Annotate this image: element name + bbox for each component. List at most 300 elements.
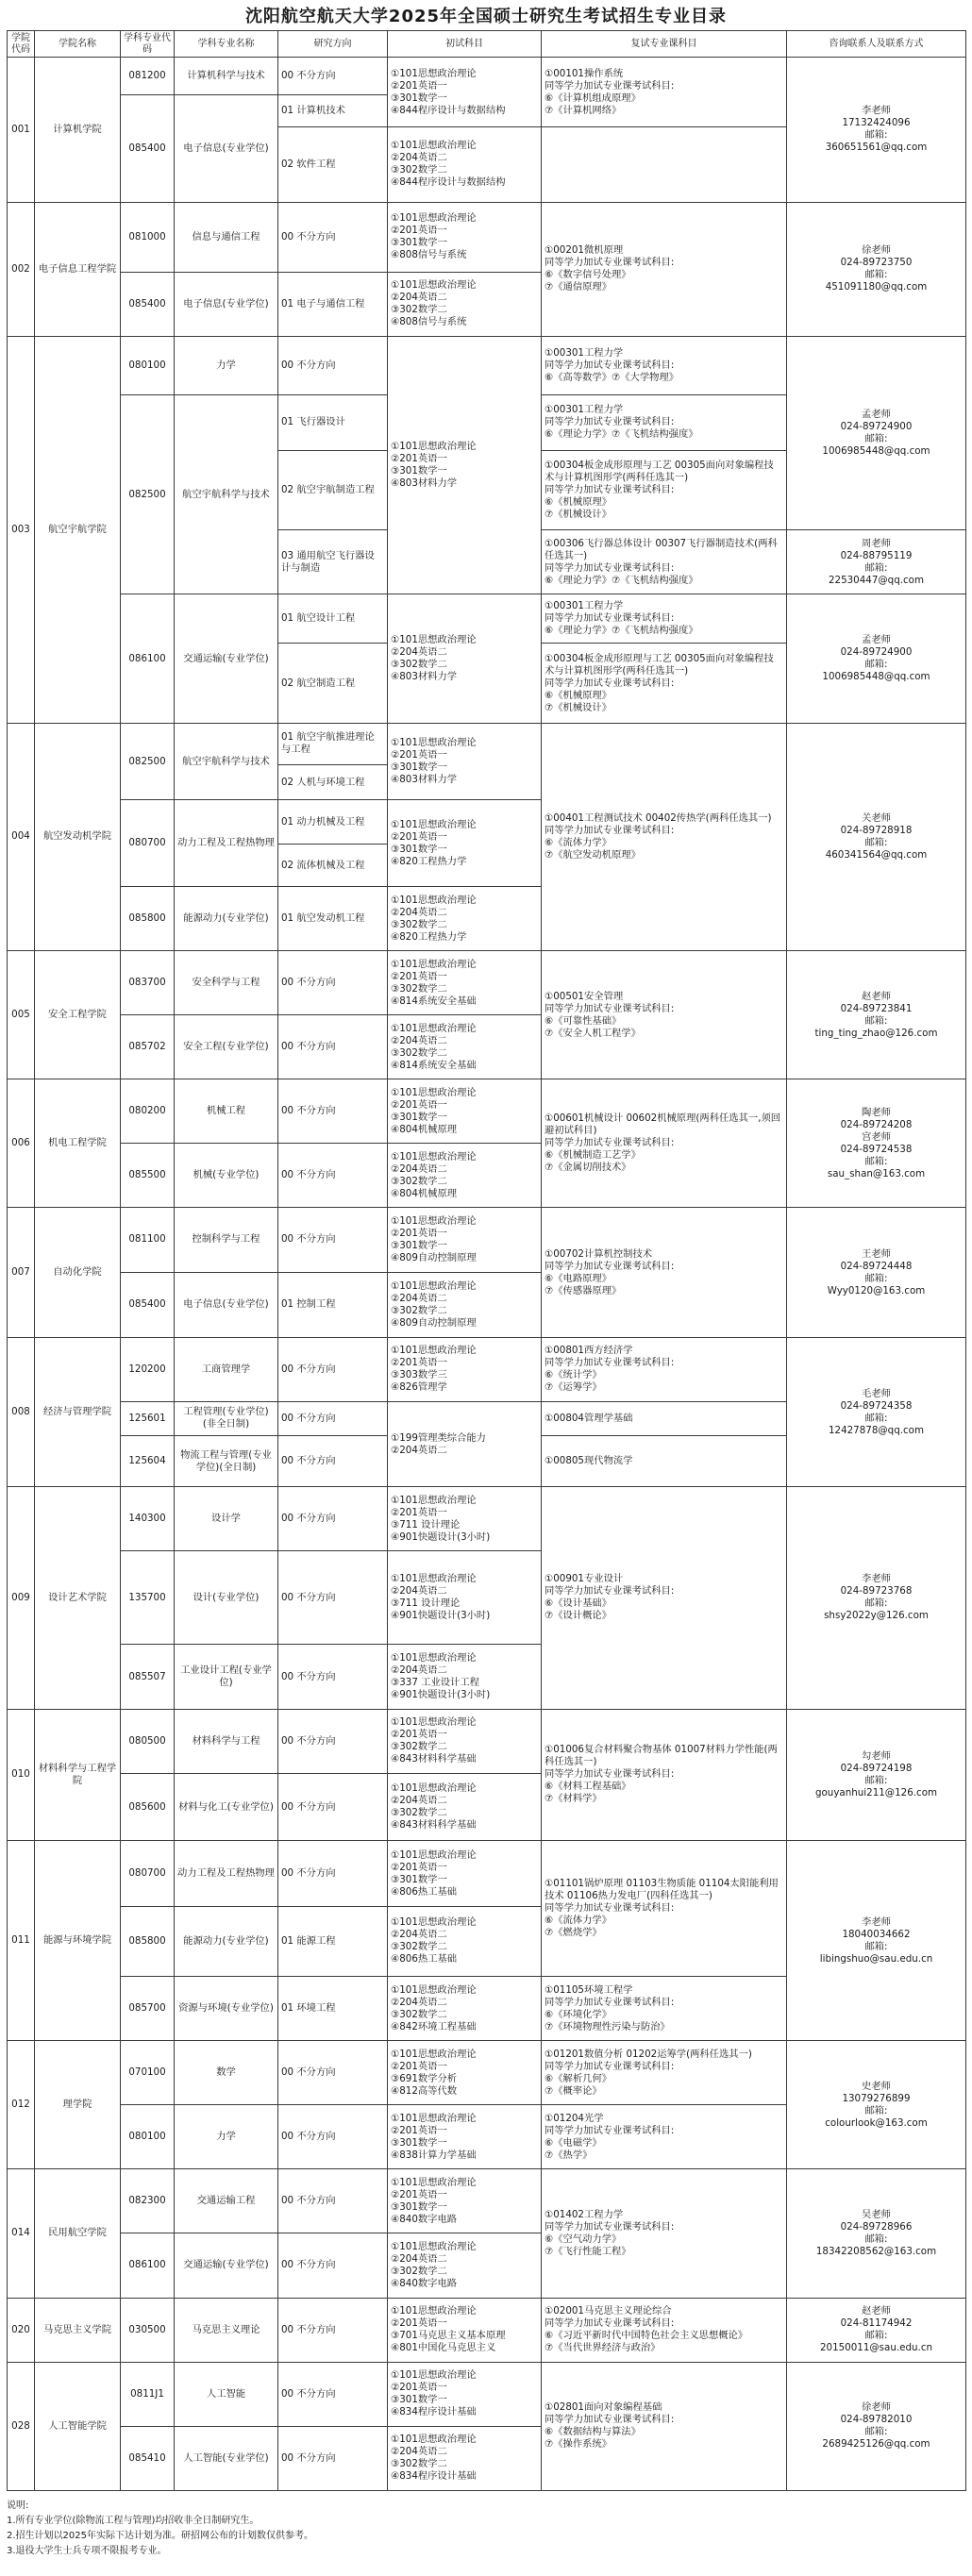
exam-subjects-line: ④820工程热力学 [391,930,467,943]
contact-line: 1006985448@qq.com [822,445,930,458]
exam-subjects-line: ①101思想政治理论 [391,1782,477,1795]
exam-subjects-cell [388,2105,542,2169]
exam-subjects-cell [388,594,542,723]
exam-subjects-cell [388,1709,542,1773]
direction-cell: 02 人机与环境工程 [278,765,388,800]
exam-subjects-line: ④808信号与系统 [391,249,467,261]
retest-subjects-line: 同等学力加试专业课考试科目: [545,1768,675,1781]
exam-subjects-line: ①101思想政治理论 [391,1280,477,1292]
exam-subjects-line: ②201英语一 [391,2124,447,2136]
exam-subjects-line: ②204英语二 [391,1163,447,1175]
direction-cell: 01 电子与通信工程 [278,272,388,336]
major-code-cell: 085800 [121,1906,175,1976]
contact-cell [787,2169,966,2298]
major-name-cell: 交通运输(专业学位) [175,594,278,723]
exam-subjects-line: ②204英语二 [391,646,447,659]
contact-line: 陶老师 [862,1106,891,1118]
exam-subjects-line: ③302数学二 [391,1175,447,1187]
exam-subjects-line: ④803材料力学 [391,477,458,490]
retest-subjects-cell [542,2041,787,2105]
major-name-cell: 动力工程及工程热物理 [175,1841,278,1906]
retest-subjects-line: ⑥《解析几何》 [545,2072,612,2084]
exam-subjects-cell [388,1551,542,1645]
retest-subjects-line: ⑦《安全人机工程学》 [545,1027,641,1039]
contact-line: 024-89724198 [840,1762,913,1774]
exam-subjects-line: ②204英语二 [391,2252,447,2265]
retest-subjects-line: ⑦《燃烧学》 [545,1927,602,1939]
contact-cell [787,2298,966,2362]
exam-subjects-line: ①101思想政治理论 [391,441,477,453]
retest-subjects-line: ⑦《热学》 [545,2149,593,2161]
college-code-cell: 001 [8,58,35,203]
direction-cell: 00 不分方向 [278,202,388,272]
retest-subjects-line: ①01402工程力学 [545,2208,624,2220]
major-code-cell: 085702 [121,1015,175,1079]
exam-subjects-cell [388,272,542,336]
retest-subjects-line: ⑥《理论力学》⑦《飞机结构强度》 [545,574,698,586]
exam-subjects-cell [388,1337,542,1401]
exam-subjects-line: ④834程序设计基础 [391,2470,477,2483]
major-name-cell: 电子信息(专业学位) [175,1272,278,1337]
college-code-cell: 007 [8,1208,35,1337]
major-code-cell: 120200 [121,1337,175,1401]
major-code-cell: 080700 [121,1841,175,1906]
exam-subjects-line: ①101思想政治理论 [391,2369,477,2382]
contact-cell [787,336,966,530]
direction-cell: 00 不分方向 [278,2426,388,2490]
exam-subjects-cell [388,1487,542,1551]
retest-subjects-line: 同等学力加试专业课考试科目: [545,1357,675,1369]
retest-subjects-line: 同等学力加试专业课考试科目: [545,1585,675,1597]
exam-subjects-line: ①101思想政治理论 [391,2048,477,2060]
exam-subjects-line: ②204英语二 [391,1996,447,2008]
retest-subjects-line: ⑥《习近平新时代中国特色社会主义思想概论》 [545,2330,748,2342]
major-name-cell: 控制科学与工程 [175,1208,278,1272]
retest-subjects-cell [542,58,787,127]
contact-line: 史老师 [862,2080,891,2092]
major-code-cell: 082500 [121,723,175,800]
exam-subjects-cell [388,336,542,594]
exam-subjects-cell [388,1645,542,1709]
contact-line: 2689425126@qq.com [822,2438,930,2451]
exam-subjects-line: ③302数学二 [391,164,447,176]
major-name-cell: 机械(专业学位) [175,1144,278,1208]
retest-subjects-line: ⑦《计算机网络》 [545,104,622,116]
exam-subjects-line: ①101思想政治理论 [391,1150,477,1163]
contact-line: 孟老师 [862,409,891,421]
college-code-cell: 012 [8,2041,35,2169]
college-code-cell: 010 [8,1709,35,1841]
exam-subjects-line: ③301数学一 [391,92,447,104]
direction-cell: 00 不分方向 [278,1773,388,1841]
retest-subjects-line: ⑦《环境物理性污染与防治》 [545,2020,670,2032]
exam-subjects-line: ③301数学一 [391,843,447,855]
exam-subjects-line: ③302数学二 [391,2265,447,2277]
contact-line: 024-89724208 [840,1118,913,1130]
contact-line: 13079276899 [842,2092,911,2104]
exam-subjects-line: ③302数学二 [391,1741,447,1753]
contact-line: shsy2022y@126.com [824,1610,929,1622]
contact-line: 024-88795119 [840,549,913,561]
contact-line: 王老师 [862,1247,891,1260]
major-name-cell: 交通运输工程 [175,2169,278,2233]
exam-subjects-line: ②201英语一 [391,79,447,92]
catalog-table [7,30,966,2491]
exam-subjects-line: ①101思想政治理论 [391,1716,477,1729]
exam-subjects-line: ①101思想政治理论 [391,2240,477,2252]
exam-subjects-line: ①101思想政治理论 [391,67,477,79]
major-name-cell: 能源动力(专业学位) [175,1906,278,1976]
table-row [8,2298,966,2362]
table-row [8,594,966,644]
exam-subjects-line: ②201英语一 [391,1227,447,1239]
retest-subjects-line: 同等学力加试专业课考试科目: [545,2124,675,2136]
exam-subjects-cell [388,1015,542,1079]
retest-subjects-line: ⑥《高等数学》⑦《大学物理》 [545,371,679,383]
contact-line: 18342208562@163.com [815,2245,937,2257]
exam-subjects-line: ①101思想政治理论 [391,279,477,292]
major-name-cell: 工商管理学 [175,1337,278,1401]
exam-subjects-line: ④844程序设计与数据结构 [391,176,506,189]
exam-subjects-line: ④838计算力学基础 [391,2149,477,2161]
exam-subjects-line: ④901快题设计(3小时) [391,1531,491,1543]
contact-line: 460341564@qq.com [825,848,928,861]
exam-subjects-line: ①101思想政治理论 [391,1086,477,1098]
exam-subjects-line: ③301数学一 [391,1873,447,1885]
contact-cell [787,2362,966,2490]
major-code-cell: 070100 [121,2041,175,2105]
exam-subjects-line: ②201英语一 [391,1357,447,1369]
table-row [8,58,966,95]
contact-line: 孟老师 [862,634,891,646]
direction-cell: 00 不分方向 [278,1841,388,1906]
retest-subjects-line: 同等学力加试专业课考试科目: [545,2414,675,2426]
note-line: 2.招生计划以2025年实际下达计划为准。研招网公布的计划数仅供参考。 [7,2531,313,2541]
contact-line: 360651561@qq.com [825,142,928,154]
contact-cell [787,1079,966,1208]
exam-subjects-line: ②204英语二 [391,1929,447,1941]
exam-subjects-line: ④834程序设计基础 [391,2406,477,2418]
exam-subjects-cell [388,723,542,800]
retest-subjects-line: 同等学力加试专业课考试科目: [545,416,675,428]
retest-subjects-line: ⑥《机械原理》 [545,689,612,701]
retest-subjects-cell [542,530,787,594]
retest-subjects-line: ⑦《操作系统》 [545,2438,612,2451]
college-name-cell: 理学院 [35,2041,121,2169]
exam-subjects-line: ④801中国化马克思主义 [391,2342,496,2354]
exam-subjects-cell [388,1144,542,1208]
contact-line: 毛老师 [862,1387,891,1399]
retest-subjects-cell [542,394,787,450]
retest-subjects-line: ⑦《飞行性能工程》 [545,2245,631,2257]
contact-line: 邮箱: [864,2233,888,2245]
retest-subjects-line: ⑥《可靠性基础》 [545,1014,622,1027]
college-name-cell: 人工智能学院 [35,2362,121,2490]
college-name-cell: 安全工程学院 [35,951,121,1079]
major-code-cell: 125601 [121,1401,175,1435]
exam-subjects-line: ①101思想政治理论 [391,1022,477,1034]
retest-subjects-line: ①00702计算机控制技术 [545,1247,653,1260]
contact-line: 李老师 [862,1573,891,1585]
retest-subjects-line: 同等学力加试专业课考试科目: [545,2220,675,2233]
table-row [8,1079,966,1144]
contact-line: 邮箱: [864,1597,888,1610]
exam-subjects-cell [388,1773,542,1841]
exam-subjects-line: ③302数学二 [391,918,447,930]
exam-subjects-line: ④812高等代数 [391,2084,458,2097]
major-code-cell: 080500 [121,1709,175,1773]
retest-subjects-line: 同等学力加试专业课考试科目: [545,1996,675,2008]
college-name-cell: 航空发动机学院 [35,723,121,950]
retest-subjects-line: ⑦《机械设计》 [545,701,612,713]
contact-cell [787,951,966,1079]
exam-subjects-line: ②201英语一 [391,2060,447,2072]
major-code-cell: 085500 [121,1144,175,1208]
header-cell: 学院名称 [35,31,121,58]
exam-subjects-line: ③691数学分析 [391,2072,458,2084]
major-code-cell: 086100 [121,2233,175,2298]
contact-line: gouyanhui211@126.com [814,1786,938,1798]
contact-cell [787,723,966,950]
header-cell: 咨询联系人及联系方式 [787,31,966,58]
exam-subjects-line: ①101思想政治理论 [391,1345,477,1357]
retest-subjects-line: ⑥《电路原理》 [545,1272,612,1284]
contact-cell [787,1337,966,1486]
major-code-cell: 0811J1 [121,2362,175,2426]
exam-subjects-line: ④842环境工程基础 [391,2020,477,2032]
contact-line: 李老师 [862,1915,891,1928]
exam-subjects-line: ①101思想政治理论 [391,1983,477,1996]
contact-line: 邮箱: [864,1155,888,1167]
contact-line: sau_shan@163.com [827,1167,926,1179]
header-cell: 学科专业代码 [121,31,175,58]
exam-subjects-line: ①101思想政治理论 [391,634,477,646]
exam-subjects-line: ③303数学三 [391,1369,447,1381]
contact-line: 024-89723768 [840,1585,913,1597]
table-row [8,1208,966,1272]
contact-line: 024-81174942 [840,2317,913,2330]
retest-subjects-line: 同等学力加试专业课考试科目: [545,257,675,269]
major-code-cell: 080700 [121,800,175,887]
major-name-cell: 电子信息(专业学位) [175,272,278,336]
exam-subjects-line: ①101思想政治理论 [391,2305,477,2317]
direction-cell: 00 不分方向 [278,1435,388,1486]
exam-subjects-line: ①101思想政治理论 [391,1848,477,1861]
exam-subjects-line: ④804机械原理 [391,1187,458,1199]
retest-subjects-line: ①00301工程力学 [545,600,624,612]
major-code-cell: 080100 [121,336,175,394]
contact-line: 17132424096 [842,117,911,129]
college-name-cell: 经济与管理学院 [35,1337,121,1486]
exam-subjects-line: ②201英语一 [391,830,447,843]
retest-subjects-line: ⑥《统计学》 [545,1369,602,1381]
major-name-cell: 物流工程与管理(专业学位)(全日制) [175,1435,278,1486]
retest-subjects-cell [542,202,787,336]
major-name-cell: 动力工程及工程热物理 [175,800,278,887]
exam-subjects-line: ②204英语二 [391,1444,447,1456]
college-code-cell: 020 [8,2298,35,2362]
retest-subjects-line: ①00301工程力学 [545,404,624,416]
table-row [8,1337,966,1401]
contact-line: ting_ting_zhao@126.com [814,1027,938,1039]
exam-subjects-cell [388,951,542,1015]
retest-subjects-line: ①00401工程测试技术 00402传热学(两科任选其一) [545,811,772,824]
retest-subjects-line: ①01006复合材料聚合物基体 01007材料力学性能(两科任选其一) [545,1744,778,1768]
college-name-cell: 民用航空学院 [35,2169,121,2298]
retest-subjects-line: ⑥《理论力学》⑦《飞机结构强度》 [545,428,698,441]
exam-subjects-line: ③701马克思主义基本原理 [391,2330,506,2342]
contact-cell [787,202,966,336]
contact-line: 024-89782010 [840,2414,913,2426]
contact-line: 邮箱: [864,2104,888,2116]
retest-subjects-line: ⑦《金属切削技术》 [545,1162,631,1174]
exam-subjects-cell [388,127,542,202]
exam-subjects-line: ④804机械原理 [391,1123,458,1135]
retest-subjects-line: ⑦《材料学》 [545,1793,602,1805]
retest-subjects-line: ①02801面向对象编程基础 [545,2401,662,2414]
exam-subjects-line: ③337 工业设计工程 [391,1677,479,1688]
contact-cell [787,1841,966,2041]
major-name-cell: 材料与化工(专业学位) [175,1773,278,1841]
retest-subjects-line: ①01101锅炉原理 01103生物质能 01104太阳能利用技术 01106热力发电厂(四科任选其一) [545,1878,779,1902]
contact-line: 邮箱: [864,1272,888,1284]
exam-subjects-cell [388,1079,542,1144]
exam-subjects-cell [388,1841,542,1906]
exam-subjects-line: ④901快题设计(3小时) [391,1689,491,1700]
direction-cell: 00 不分方向 [278,1015,388,1079]
exam-subjects-line: ④803材料力学 [391,671,458,683]
table-row [8,723,966,765]
major-code-cell: 085400 [121,1272,175,1337]
contact-cell [787,2041,966,2169]
table-row [8,1709,966,1773]
contact-line: 1006985448@qq.com [822,671,930,683]
major-name-cell: 电子信息(专业学位) [175,94,278,202]
major-name-cell: 工程管理(专业学位)(非全日制) [175,1401,278,1435]
college-name-cell: 航空宇航学院 [35,336,121,723]
exam-subjects-line: ③301数学一 [391,465,447,477]
college-name-cell: 材料科学与工程学院 [35,1709,121,1841]
exam-subjects-line: ③301数学一 [391,2136,447,2149]
college-code-cell: 008 [8,1337,35,1486]
exam-subjects-line: ①101思想政治理论 [391,140,477,152]
retest-subjects-line: 同等学力加试专业课考试科目: [545,359,675,371]
major-name-cell: 资源与环境(专业学位) [175,1977,278,2041]
retest-subjects-line: ①00304板金成形原理与工艺 00305面向对象编程技术与计算机图形学(两科任选其一) [545,652,774,677]
exam-subjects-line: ②204英语二 [391,292,447,304]
retest-subjects-line: ①00306飞行器总体设计 00307飞行器制造技术(两科任选其一) [545,537,778,561]
exam-subjects-line: ②201英语一 [391,1506,447,1518]
contact-line: 邮箱: [864,1014,888,1027]
major-name-cell: 马克思主义理论 [175,2298,278,2362]
contact-line: 024-89723841 [840,1002,913,1014]
exam-subjects-line: ②204英语二 [391,152,447,164]
exam-subjects-line: ①101思想政治理论 [391,1916,477,1929]
retest-subjects-line: ①00304板金成形原理与工艺 00305面向对象编程技术与计算机图形学(两科任选其一) [545,460,774,484]
retest-subjects-cell [542,336,787,394]
direction-cell: 01 航空宇航推进理论与工程 [278,723,388,765]
college-name-cell: 计算机学院 [35,58,121,203]
exam-subjects-line: ④809自动控制原理 [391,1251,477,1263]
exam-subjects-line: ①101思想政治理论 [391,818,477,830]
major-code-cell: 086100 [121,594,175,723]
exam-subjects-line: ②204英语二 [391,1292,447,1304]
retest-subjects-line: ⑦《传感器原理》 [545,1284,622,1296]
retest-subjects-line: 同等学力加试专业课考试科目: [545,1902,675,1915]
direction-cell: 00 不分方向 [278,1079,388,1144]
retest-subjects-cell [542,1841,787,1977]
exam-subjects-line: ③302数学二 [391,1304,447,1316]
contact-line: 徐老师 [862,2401,891,2414]
major-code-cell: 081000 [121,202,175,272]
table-row [8,336,966,394]
retest-subjects-line: ①00804管理学基础 [545,1412,633,1424]
header-row [8,31,966,58]
retest-subjects-line: ①01105环境工程学 [545,1983,633,1996]
contact-line: colourlook@163.com [825,2116,928,2129]
contact-line: 关老师 [862,811,891,824]
exam-subjects-cell [388,1401,542,1486]
direction-cell: 00 不分方向 [278,1487,388,1551]
major-code-cell: 140300 [121,1487,175,1551]
direction-cell: 00 不分方向 [278,1144,388,1208]
exam-subjects-cell [388,1977,542,2041]
major-code-cell: 081200 [121,58,175,95]
table-body [8,58,966,2491]
note-line: 说明: [7,2501,29,2511]
retest-subjects-line: ①00501安全管理 [545,990,624,1002]
major-code-cell: 082300 [121,2169,175,2233]
retest-subjects-line: ⑦《概率论》 [545,2084,602,2097]
direction-cell: 02 流体机械及工程 [278,845,388,887]
contact-cell [787,1208,966,1337]
exam-subjects-line: ③711 设计理论 [391,1597,461,1610]
contact-line: 024-89724900 [840,421,913,433]
retest-subjects-cell [542,1487,787,1709]
contact-cell [787,530,966,594]
retest-subjects-line: ①00301工程力学 [545,346,624,359]
college-name-cell: 设计艺术学院 [35,1487,121,1709]
direction-cell: 00 不分方向 [278,1208,388,1272]
major-code-cell: 030500 [121,2298,175,2362]
retest-subjects-line: 同等学力加试专业课考试科目: [545,1260,675,1272]
college-code-cell: 028 [8,2362,35,2490]
retest-subjects-cell [542,1401,787,1435]
major-code-cell: 082500 [121,394,175,594]
contact-cell [787,58,966,203]
exam-subjects-cell [388,1272,542,1337]
contact-line: 邮箱: [864,129,888,142]
contact-line: 邮箱: [864,1774,888,1786]
major-code-cell: 085400 [121,272,175,336]
college-code-cell: 002 [8,202,35,336]
contact-line: 22530447@qq.com [828,574,925,586]
contact-line: 024-89724538 [840,1143,913,1155]
contact-line: 邮箱: [864,2426,888,2438]
direction-cell: 01 飞行器设计 [278,394,388,450]
contact-cell [787,1487,966,1709]
table-row [8,202,966,272]
retest-subjects-cell [542,1435,787,1486]
exam-subjects-cell [388,2169,542,2233]
college-code-cell: 006 [8,1079,35,1208]
contact-line: 18040034662 [842,1928,911,1940]
retest-subjects-line: ⑥《数据结构与算法》 [545,2426,641,2438]
major-code-cell: 135700 [121,1551,175,1645]
retest-subjects-line: ⑥《机械原理》 [545,496,612,509]
college-code-cell: 003 [8,336,35,723]
retest-subjects-line: ⑥《环境化学》 [545,2008,612,2020]
